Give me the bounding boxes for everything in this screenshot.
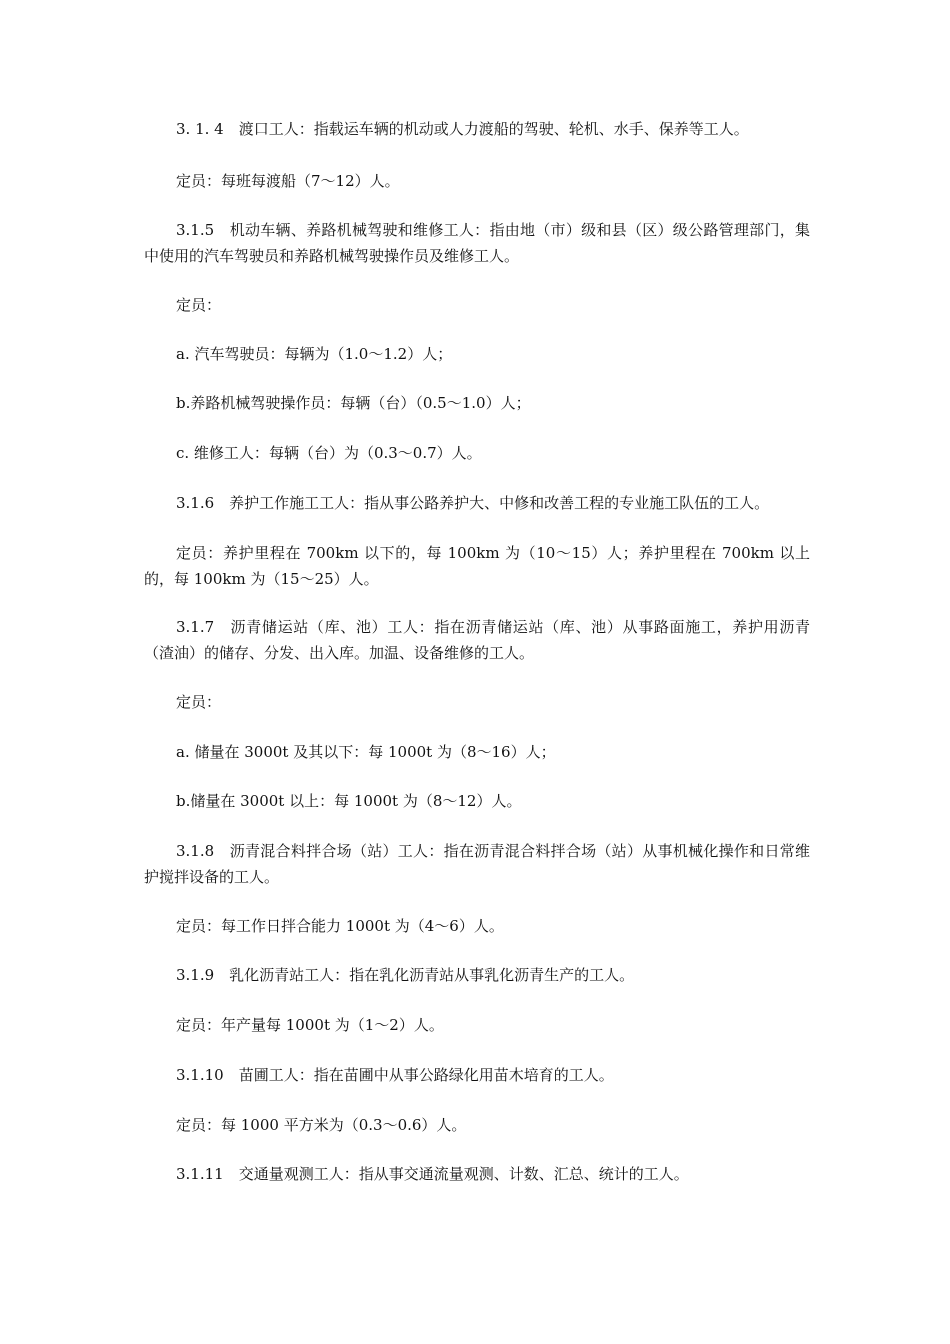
section-3-1-6: 3.1.6 养护工作施工工人：指从事公路养护大、中修和改善工程的专业施工队伍的工人。 [176,494,770,512]
section-3-1-5: 3.1.5 机动车辆、养路机械驾驶和维修工人：指由地（市）级和县（区）级公路管理部门，集中使用的汽车驾驶员和养路机械驾驶操作员及维修工人。 [144,221,810,265]
section-3-1-9: 3.1.9 乳化沥青站工人：指在乳化沥青站从事乳化沥青生产的工人。 [176,966,635,984]
quota-3-1-10: 定员：每 1000 平方米为（0.3～0.6）人。 [176,1116,467,1134]
section-3-1-7: 3.1.7 沥青储运站（库、池）工人：指在沥青储运站（库、池）从事路面施工，养护用沥青（渣油）的储存、分发、出入库。加温、设备维修的工人。 [144,618,810,662]
quota-label-3-1-5: 定员： [176,296,222,314]
quota-item-c-3-1-5: c. 维修工人：每辆（台）为（0.3～0.7）人。 [176,444,482,462]
quota-3-1-4: 定员：每班每渡船（7～12）人。 [176,172,400,190]
quota-3-1-9: 定员：年产量每 1000t 为（1～2）人。 [176,1016,444,1034]
section-3-1-10: 3.1.10 苗圃工人：指在苗圃中从事公路绿化用苗木培育的工人。 [176,1066,614,1084]
quota-item-b-3-1-5: b.养路机械驾驶操作员：每辆（台）（0.5～1.0）人； [176,394,531,412]
section-3-1-4: 3. 1. 4 渡口工人：指载运车辆的机动或人力渡船的驾驶、轮机、水手、保养等工人。 [176,120,749,138]
quota-3-1-6: 定员：养护里程在 700km 以下的，每 100km 为（10～15）人；养护里程在 700km 以上的，每 100km 为（15～25）人。 [144,544,810,588]
quota-3-1-8: 定员：每工作日拌合能力 1000t 为（4～6）人。 [176,917,504,935]
quota-item-b-3-1-7: b.储量在 3000t 以上：每 1000t 为（8～12）人。 [176,792,522,810]
quota-item-a-3-1-7: a. 储量在 3000t 及其以下：每 1000t 为（8～16）人； [176,743,556,761]
section-3-1-8: 3.1.8 沥青混合料拌合场（站）工人：指在沥青混合料拌合场（站）从事机械化操作和日常维护搅拌设备的工人。 [144,842,810,886]
quota-item-a-3-1-5: a. 汽车驾驶员：每辆为（1.0～1.2）人； [176,345,453,363]
quota-label-3-1-7: 定员： [176,693,222,711]
section-3-1-11: 3.1.11 交通量观测工人：指从事交通流量观测、计数、汇总、统计的工人。 [176,1165,689,1183]
